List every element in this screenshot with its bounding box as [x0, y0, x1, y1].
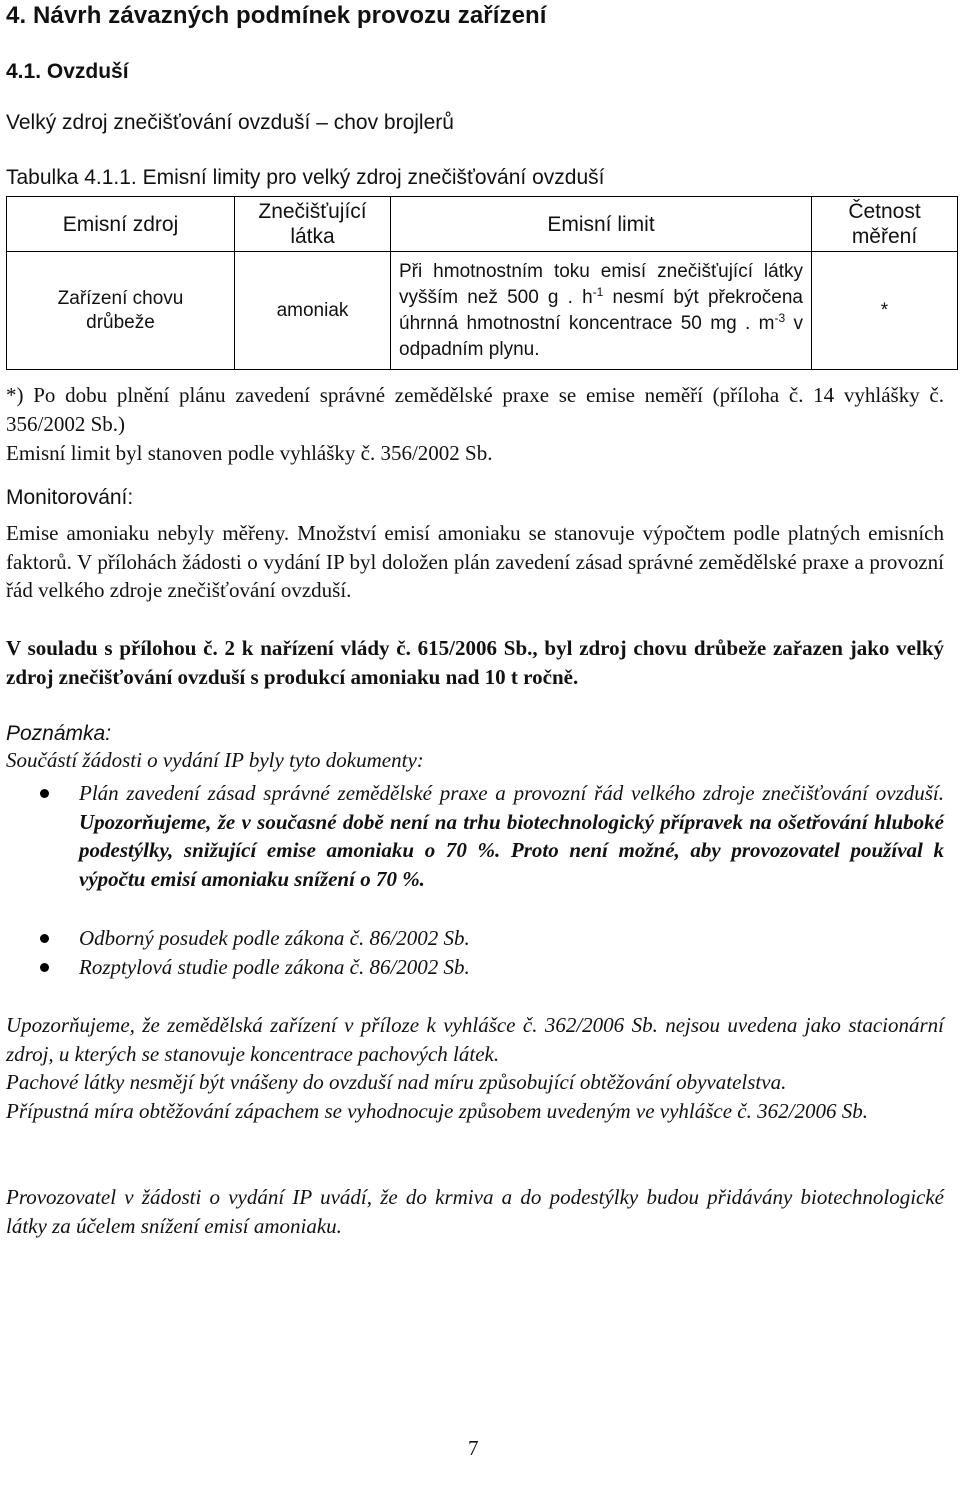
section-heading: 4.1. Ovzduší — [6, 60, 129, 83]
table-caption: Tabulka 4.1.1. Emisní limity pro velký zdroj znečišťování ovzduší — [6, 166, 605, 189]
note-intro: Součástí žádosti o vydání IP byly tyto dokumenty: — [6, 748, 424, 772]
cell-source-line2: drůbeže — [86, 311, 155, 333]
warning-paragraph-2: Pachové látky nesmějí být vnášeny do ovzduší nad míru způsobující obtěžování obyvatelstva. — [6, 1070, 787, 1094]
header-limit — [391, 197, 812, 252]
cell-source-line1: Zařízení chovu — [57, 287, 184, 309]
header-source — [7, 197, 235, 252]
limit-exponent-1: -1 — [592, 284, 604, 299]
cell-limit — [391, 252, 812, 370]
operator-paragraph: Provozovatel v žádosti o vydání IP uvádí, že do krmiva a do podestýlky budou přidávány biotechnologické látky za účelem snížení emisí amoniaku. — [6, 1185, 944, 1238]
header-limit-label: Emisní limit — [547, 212, 655, 236]
cell-frequency-value: * — [880, 299, 889, 321]
table-row — [7, 252, 958, 370]
limit-exponent-2: -3 — [774, 310, 786, 325]
limit-text-part1: Při hmotnostním toku emisí znečišťující látky vyšším než 500 g . h — [399, 260, 803, 308]
list-item — [40, 953, 944, 982]
classification-text: V souladu s přílohou č. 2 k nařízení vlády č. 615/2006 Sb., byl zdroj chovu drůbeže zařazen jako velký zdroj znečišťování ovzduší s produkcí amoniaku nad 10 t ročně. — [6, 636, 944, 689]
list-item — [40, 779, 944, 893]
table-header-row — [7, 197, 958, 252]
cell-frequency — [812, 252, 958, 370]
note-heading: Poznámka: — [6, 722, 112, 745]
list-item-text — [79, 779, 944, 893]
warning-paragraph-3: Přípustná míra obtěžování zápachem se vyhodnocuje způsobem uvedeným ve vyhlášce č. 362/2006 Sb. — [6, 1099, 868, 1123]
cell-substance — [235, 252, 391, 370]
footnote: *) Po dobu plnění plánu zavedení správné zemědělské praxe se emise neměří (příloha č. 14 vyhlášky č. 356/2002 Sb.) — [6, 383, 944, 436]
monitoring-text: Emise amoniaku nebyly měřeny. Množství emisí amoniaku se stanovuje výpočtem podle platných emisních faktorů. V přílohách žádosti o vydání IP byl doložen plán zavedení zásad správné zemědělské praxe a provozní řád velkého zdroje znečišťování ovzduší. — [6, 521, 944, 602]
header-substance-line2: látka — [290, 225, 335, 248]
list-item-plain-text: Plán zavedení zásad správné zemědělské praxe a provozní řád velkého zdroje znečišťování ovzduší. — [79, 781, 944, 805]
monitoring-heading: Monitorování: — [6, 486, 134, 509]
header-frequency-line1: Četnost — [848, 200, 921, 223]
list-item — [40, 924, 944, 953]
page-number: 7 — [468, 1436, 479, 1460]
list-item-text: Rozptylová studie podle zákona č. 86/2002 Sb. — [79, 955, 470, 979]
header-frequency-line2: měření — [851, 225, 918, 248]
header-frequency — [812, 197, 958, 252]
header-substance — [235, 197, 391, 252]
bullet-icon — [40, 963, 49, 972]
limit-text — [399, 259, 803, 363]
emission-limits-table — [6, 196, 958, 370]
cell-substance-label: amoniak — [276, 299, 349, 321]
bullet-icon — [40, 934, 49, 943]
header-substance-line1: Znečišťující — [258, 200, 367, 223]
limit-text-part3: v odpadním plynu. — [399, 312, 803, 360]
cell-source — [7, 252, 235, 370]
header-source-label: Emisní zdroj — [62, 212, 179, 236]
list-item-bold-text: Upozorňujeme, že v současné době není na trhu biotechnologický přípravek na ošetřování hluboké podestýlky, snižující emise amoniaku o 70 %. Proto není možné, aby provozovatel používal k výpočtu emisí amoniaku snížení o 70 %. — [79, 809, 944, 891]
list-item-text: Odborný posudek podle zákona č. 86/2002 Sb. — [79, 926, 470, 950]
warning-paragraph-1: Upozorňujeme, že zemědělská zařízení v příloze k vyhlášce č. 362/2006 Sb. nejsou uvedena jako stacionární zdroj, u kterých se stanovuje koncentrace pachových látek. — [6, 1013, 944, 1066]
chapter-heading: 4. Návrh závazných podmínek provozu zařízení — [6, 2, 547, 29]
subsection-heading: Velký zdroj znečišťování ovzduší – chov brojlerů — [6, 111, 454, 134]
limit-note: Emisní limit byl stanoven podle vyhlášky č. 356/2002 Sb. — [6, 441, 493, 465]
limit-text-part2: nesmí být překročena úhrnná hmotnostní koncentrace 50 mg . m — [399, 286, 803, 334]
bullet-icon — [40, 789, 49, 798]
